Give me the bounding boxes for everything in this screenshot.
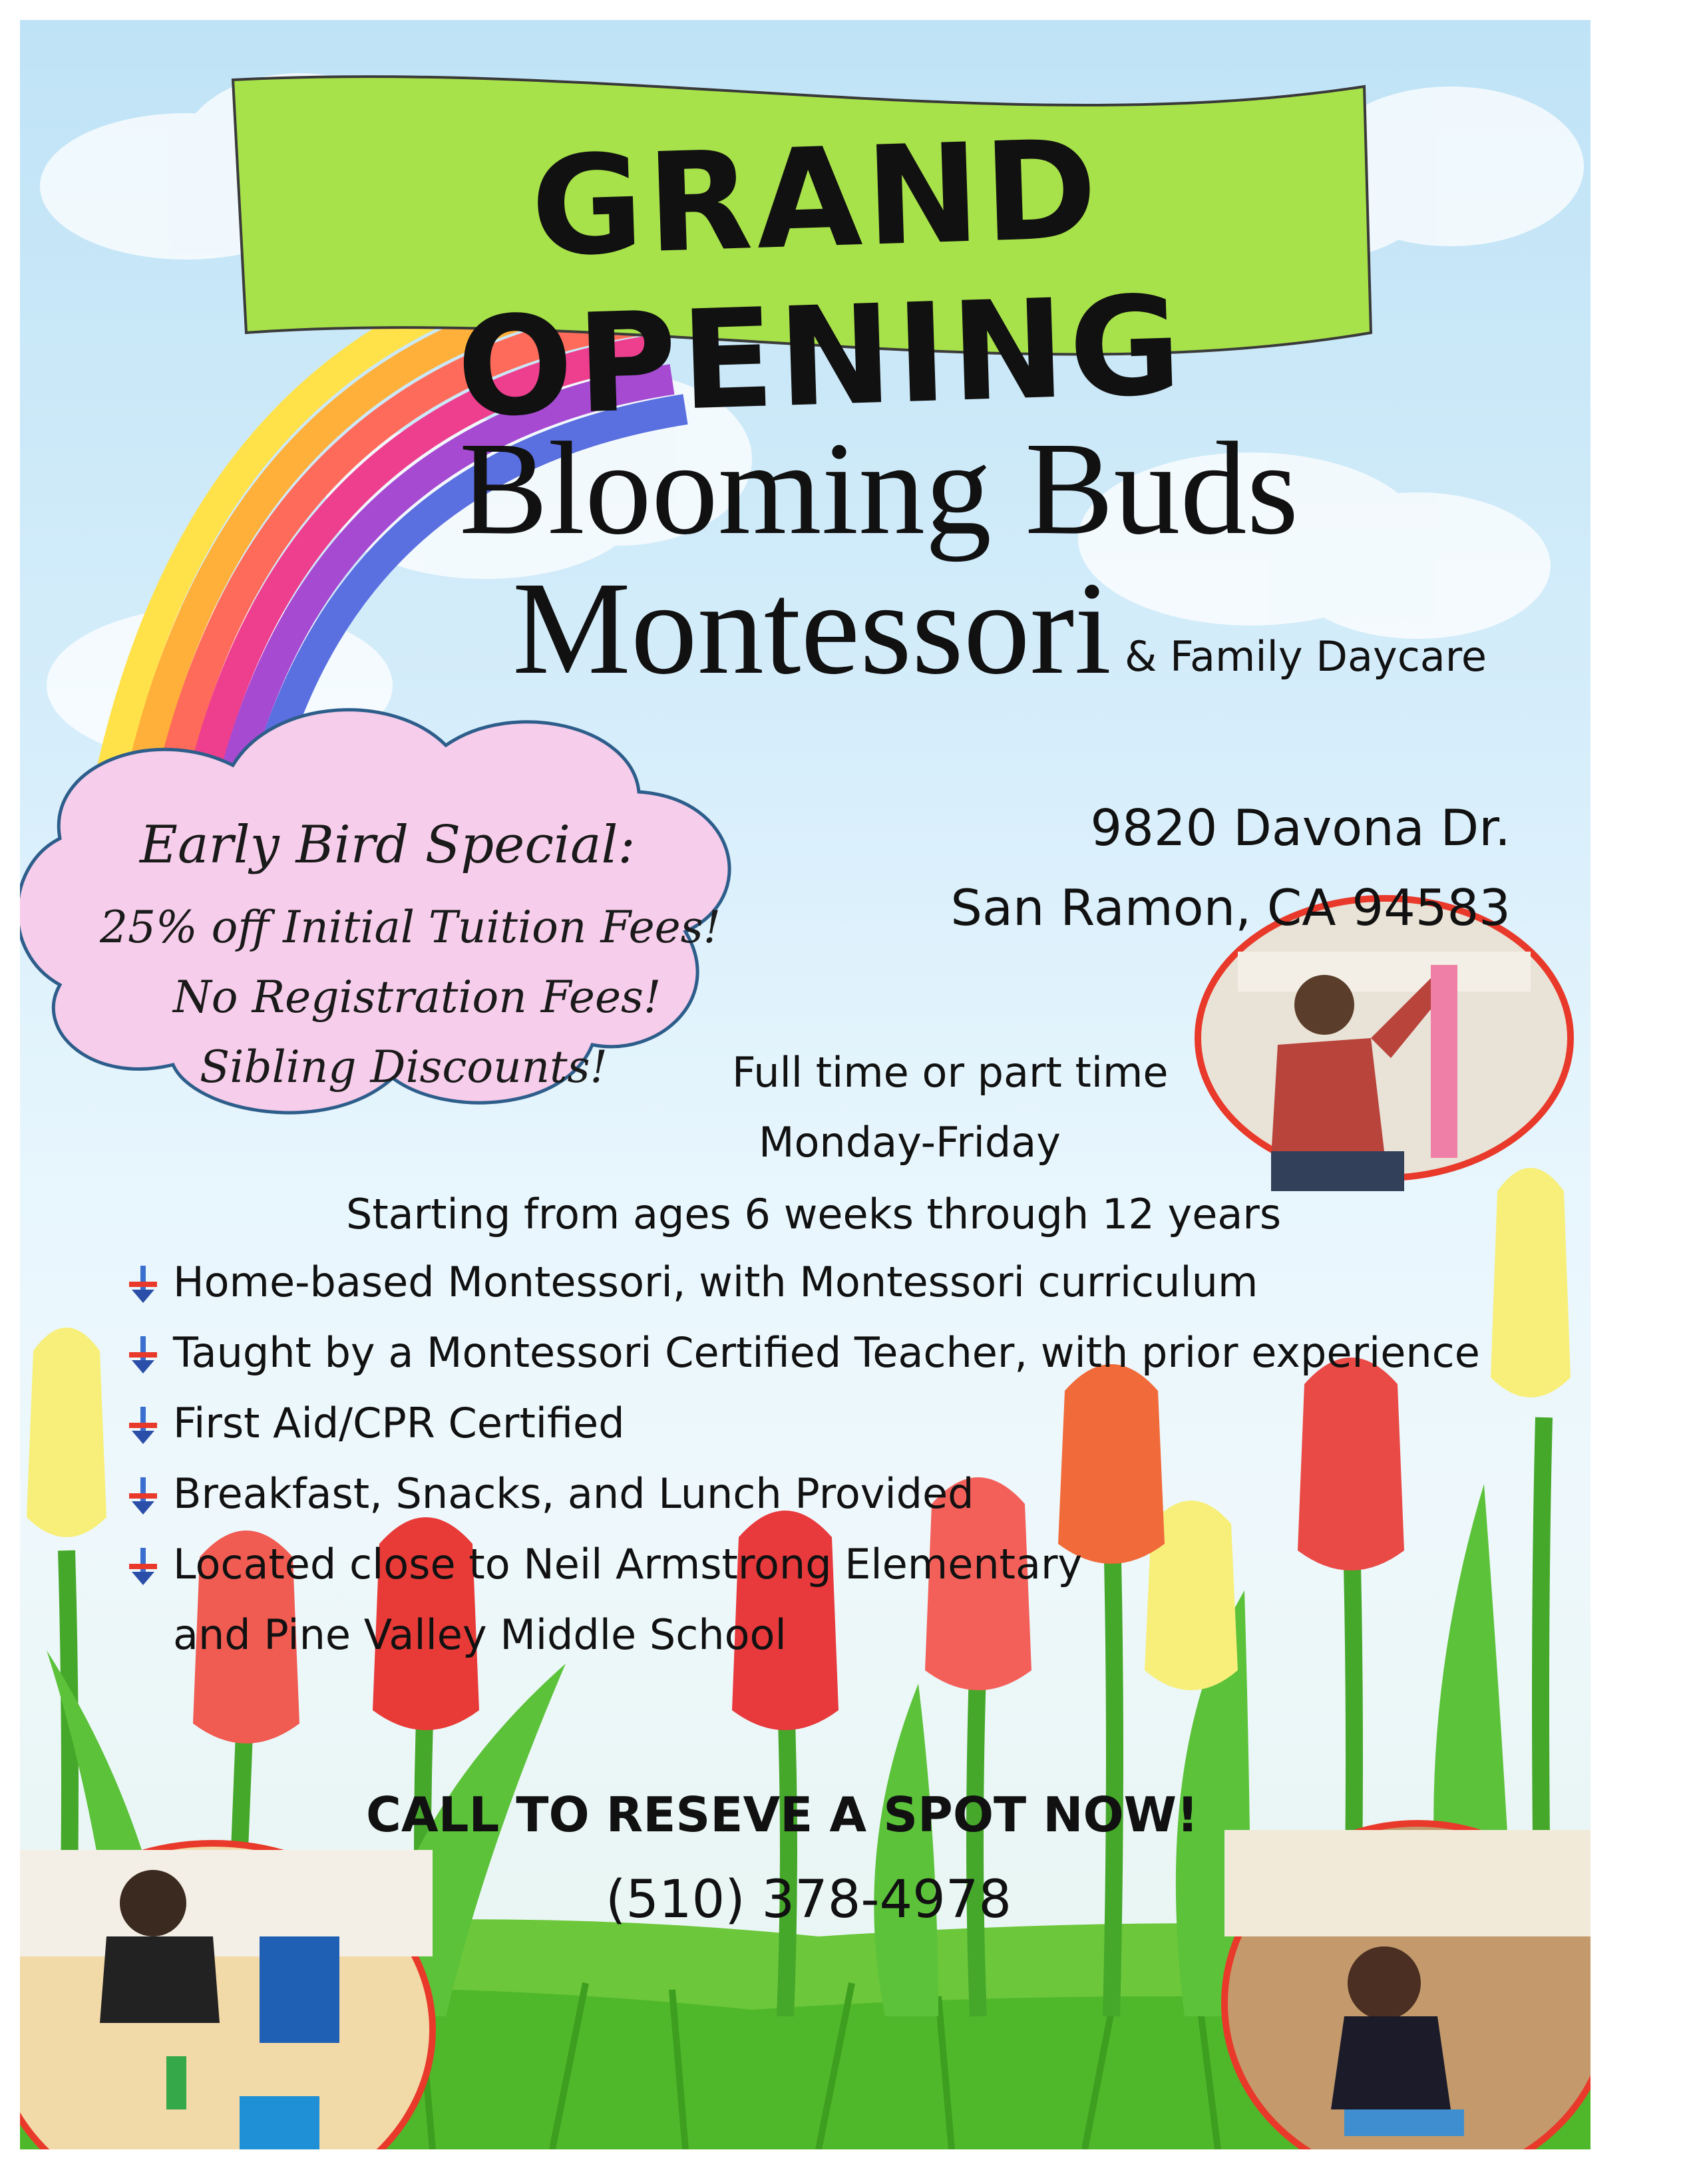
- business-name-line2: Montessori: [512, 555, 1111, 702]
- feature-text: Breakfast, Snacks, and Lunch Provided: [173, 1469, 974, 1518]
- feature-item: [126, 1540, 1480, 1610]
- feature-text: First Aid/CPR Certified: [173, 1399, 625, 1447]
- feature-text-continuation: and Pine Valley Middle School: [173, 1610, 787, 1659]
- special-title: Early Bird Special:: [140, 815, 636, 875]
- special-item: No Registration Fees!: [173, 972, 661, 1023]
- arrow-bullet-icon: [126, 1264, 160, 1304]
- photo-child-table: [20, 1843, 433, 2149]
- phone-number[interactable]: (510) 378-4978: [606, 1870, 1012, 1930]
- address-city: San Ramon, CA 94583: [950, 878, 1511, 937]
- photo-child-tower: [1198, 898, 1571, 1191]
- call-to-action: CALL TO RESEVE A SPOT NOW!: [366, 1787, 1199, 1843]
- feature-item: [126, 1258, 1480, 1328]
- arrow-bullet-icon: [126, 1547, 160, 1586]
- business-name-line1: Blooming Buds: [459, 415, 1299, 562]
- schedule-days: Monday-Friday: [759, 1118, 1061, 1167]
- feature-item: [126, 1469, 1480, 1540]
- feature-item: [126, 1399, 1480, 1469]
- special-item: 25% off Initial Tuition Fees!: [100, 902, 721, 953]
- feature-item: [126, 1328, 1480, 1399]
- schedule-type: Full time or part time: [732, 1048, 1169, 1097]
- arrow-bullet-icon: [126, 1476, 160, 1516]
- arrow-bullet-icon: [126, 1335, 160, 1375]
- feature-text: Taught by a Montessori Certified Teacher, with prior experience: [173, 1328, 1480, 1377]
- feature-text: Located close to Neil Armstrong Elementary: [173, 1540, 1083, 1588]
- special-item: Sibling Discounts!: [200, 1041, 608, 1093]
- business-subtitle: & Family Daycare: [1125, 632, 1487, 681]
- feature-list: [126, 1258, 1480, 1610]
- flyer: [20, 20, 1591, 2149]
- photo-child-floor: [1224, 1823, 1591, 2149]
- feature-text: Home-based Montessori, with Montessori curriculum: [173, 1258, 1258, 1306]
- grand-opening-banner: GRAND OPENING: [455, 110, 1188, 449]
- address-street: 9820 Davona Dr.: [1090, 799, 1511, 857]
- arrow-bullet-icon: [126, 1405, 160, 1445]
- age-range: Starting from ages 6 weeks through 12 years: [346, 1190, 1282, 1238]
